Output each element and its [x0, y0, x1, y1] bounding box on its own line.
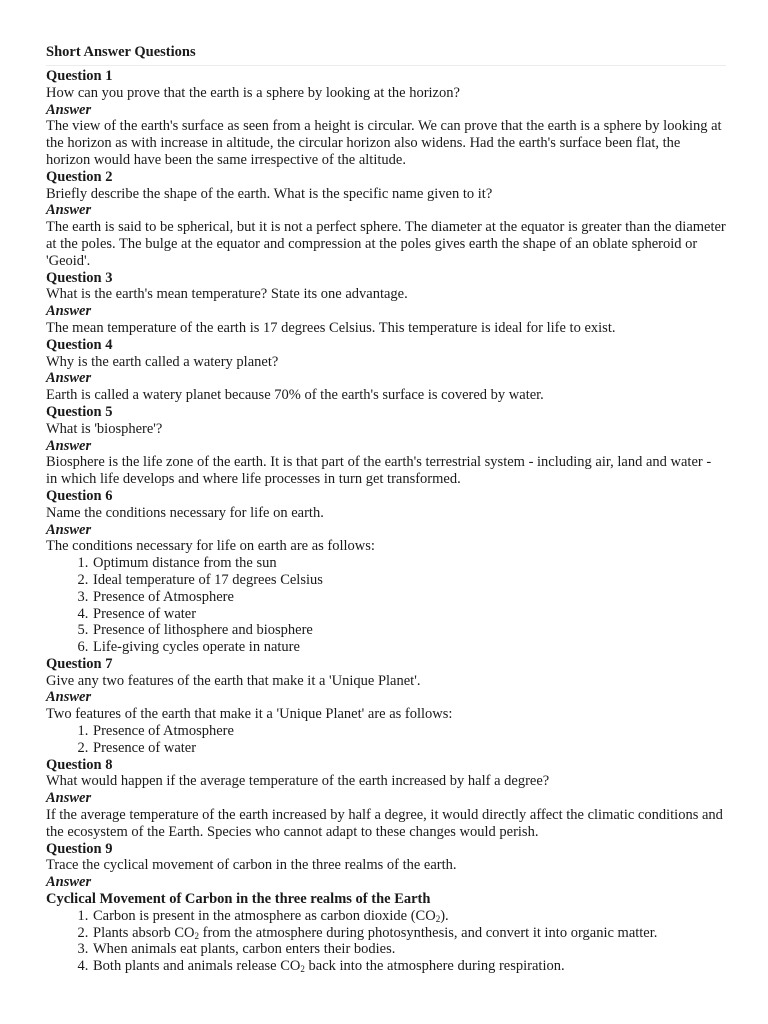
list-item-text: ).	[440, 907, 449, 924]
question-label: Question 4	[46, 336, 113, 353]
subscript: 2	[194, 930, 199, 941]
list-item: 6. Life-giving cycles operate in nature	[92, 639, 726, 656]
question-label: Question 8	[46, 756, 113, 773]
question-label: Question 3	[46, 269, 113, 286]
qa-block-6	[46, 488, 726, 656]
answer-text: Biosphere is the life zone of the earth. It is that part of the earth's terrestrial system - including air, land and water - in which life develops and where life processes in turn get transformed.	[46, 454, 712, 488]
answer-label: Answer	[46, 689, 92, 706]
list-item	[92, 941, 726, 958]
answer-text: The view of the earth's surface as seen from a height is circular. We can prove that the earth is a sphere by looking at the horizon as with increase in altitude, the circular horizon also widens. Had the earth's surface been flat, the horizon would have been the same irrespective of the altitude.	[46, 118, 722, 168]
list-item: 4. Presence of water	[92, 606, 726, 623]
list-item: 2. Ideal temperature of 17 degrees Celsius	[92, 572, 726, 589]
answer-heading: Cyclical Movement of Carbon in the three realms of the Earth	[46, 891, 431, 908]
answer-label: Answer	[46, 437, 92, 454]
question-label: Question 9	[46, 840, 113, 857]
features-list	[46, 723, 726, 757]
question-label: Question 5	[46, 403, 113, 420]
question-text: Why is the earth called a watery planet?	[46, 353, 279, 370]
question-text: What is 'biosphere'?	[46, 420, 163, 437]
answer-text: Earth is called a watery planet because 70% of the earth's surface is covered by water.	[46, 387, 544, 404]
list-item-text: Both plants and animals release CO	[93, 958, 301, 975]
answer-text: The mean temperature of the earth is 17 degrees Celsius. This temperature is ideal for life to exist.	[46, 319, 616, 336]
qa-block-8	[46, 757, 726, 841]
qa-block-7	[46, 656, 726, 757]
answer-label: Answer	[46, 202, 92, 219]
qa-block-5	[46, 404, 726, 488]
section-title: Short Answer Questions	[46, 43, 726, 66]
answer-text: Two features of the earth that make it a 'Unique Planet' are as follows:	[46, 706, 453, 723]
list-item: 3. Presence of Atmosphere	[92, 589, 726, 606]
list-item-text: Plants absorb CO	[93, 924, 195, 941]
document-page	[46, 43, 726, 975]
question-text: Give any two features of the earth that make it a 'Unique Planet'.	[46, 672, 421, 689]
answer-text: The conditions necessary for life on earth are as follows:	[46, 538, 375, 555]
list-item: 5. Presence of lithosphere and biosphere	[92, 622, 726, 639]
list-item-text: When animals eat plants, carbon enters their bodies.	[93, 941, 396, 958]
question-text: How can you prove that the earth is a sphere by looking at the horizon?	[46, 84, 460, 101]
list-item	[92, 908, 726, 925]
list-item: 1. Optimum distance from the sun	[92, 555, 726, 572]
list-item-text: from the atmosphere during photosynthesis, and convert it into organic matter.	[199, 924, 658, 941]
question-text: What would happen if the average temperature of the earth increased by half a degree?	[46, 773, 550, 790]
carbon-cycle-list	[46, 908, 726, 975]
question-text: Trace the cyclical movement of carbon in the three realms of the earth.	[46, 857, 457, 874]
answer-label: Answer	[46, 521, 92, 538]
list-item-text: back into the atmosphere during respiration.	[304, 958, 565, 975]
conditions-list	[46, 555, 726, 656]
qa-block-1	[46, 68, 726, 169]
question-label: Question 1	[46, 68, 113, 84]
subscript: 2	[300, 964, 305, 975]
answer-label: Answer	[46, 370, 92, 387]
answer-label: Answer	[46, 303, 92, 320]
list-item	[92, 958, 726, 975]
answer-label: Answer	[46, 790, 92, 807]
list-item: 1. Presence of Atmosphere	[92, 723, 726, 740]
question-label: Question 2	[46, 168, 113, 185]
answer-label: Answer	[46, 874, 92, 891]
answer-text: The earth is said to be spherical, but it is not a perfect sphere. The diameter at the equator is greater than the diameter at the poles. The bulge at the equator and compression at the poles gives earth the shape of an oblate spheroid or 'Geoid'.	[46, 219, 726, 269]
question-text: Briefly describe the shape of the earth. What is the specific name given to it?	[46, 185, 493, 202]
subscript: 2	[435, 913, 441, 924]
qa-block-9	[46, 841, 726, 975]
qa-block-3	[46, 270, 726, 337]
answer-text: If the average temperature of the earth increased by half a degree, it would directly affect the climatic conditions and the ecosystem of the Earth. Species who cannot adapt to these changes would perish.	[46, 807, 723, 840]
list-item	[92, 925, 726, 942]
question-text: What is the earth's mean temperature? State its one advantage.	[46, 286, 408, 303]
qa-block-4	[46, 337, 726, 404]
question-label: Question 6	[46, 487, 113, 504]
qa-block-2	[46, 169, 726, 270]
list-item-text: Carbon is present in the atmosphere as carbon dioxide (CO	[93, 907, 436, 924]
question-text: Name the conditions necessary for life on earth.	[46, 504, 324, 521]
answer-label: Answer	[46, 101, 92, 118]
list-item: 2. Presence of water	[92, 740, 726, 757]
question-label: Question 7	[46, 655, 113, 672]
